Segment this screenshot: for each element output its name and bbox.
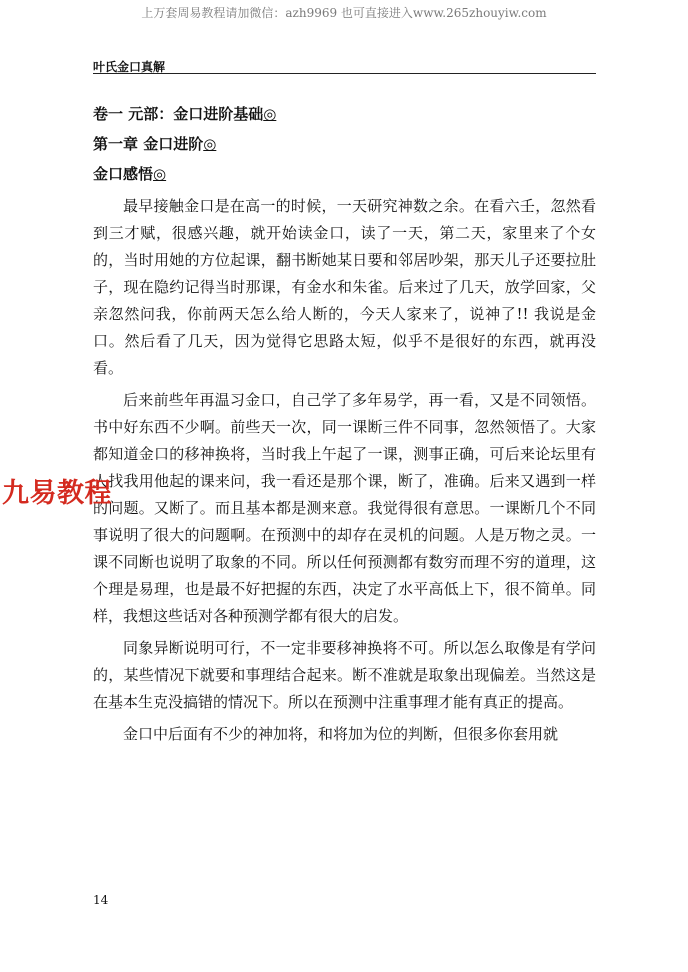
section-heading-text: 金口感悟: [93, 165, 154, 183]
header-rule: [93, 73, 596, 74]
paragraph: 金口中后面有不少的神加将，和将加为位的判断，但很多你套用就: [123, 725, 559, 743]
volume-heading: [93, 103, 276, 124]
paragraph: 同象异断说明可行，不一定非要移神换将不可。所以怎么取像是有学问的，某些情况下就要和事理结合起来。断不准就是取象出现偏差。当然这是在基本生克没搞错的情况下。所以在预测中注重事理才能有真正的提高。: [93, 639, 596, 711]
chapter-heading: [93, 133, 216, 154]
chapter-heading-text: 第一章 金口进阶: [93, 135, 204, 153]
heading-mark-icon: ◎: [153, 165, 167, 183]
page-number: 14: [93, 893, 109, 907]
running-head: 叶氏金口真解: [93, 60, 166, 74]
paragraph: 后来前些年再温习金口，自己学了多年易学，再一看，又是不同领悟。书中好东西不少啊。前些天一次，同一课断三件不同事，忽然领悟了。大家都知道金口的移神换将，当时我上午起了一课，测事正确，可后来论坛里有人找我用他起的课来问，我一看还是那个课，断了，准确。后来又遇到一样的问题。又断了。而且基本都是测来意。我觉得很有意思。一课断几个不同事说明了很大的问题啊。在预测中的却存在灵机的问题。人是万物之灵。一课不同断也说明了取象的不同。所以任何预测都有数穷而理不穷的道理，这个理是易理，也是最不好把握的东西，决定了水平高低上下，很不简单。同样，我想这些话对各种预测学都有很大的启发。: [93, 391, 596, 625]
body-text: [93, 193, 596, 753]
watermark: 九易教程: [2, 478, 112, 509]
volume-heading-text: 卷一 元部：金口进阶基础: [93, 105, 264, 123]
top-note: 上万套周易教程请加微信：azh9969 也可直接进入www.265zhouyiw.com: [141, 6, 547, 20]
section-heading: [93, 163, 166, 184]
paragraph: 最早接触金口是在高一的时候，一天研究神数之余。在看六壬，忽然看到三才赋，很感兴趣，就开始读金口，读了一天，第二天，家里来了个女的，当时用她的方位起课，翻书断她某日要和邻居吵架，那天儿子还要拉肚子，现在隐约记得当时那课，有金水和朱雀。后来过了几天，放学回家，父亲忽然问我，你前两天怎么给人断的，今天人家来了，说神了!! 我说是金口。然后看了几天，因为觉得它思路太短，似乎不是很好的东西，就再没看。: [93, 197, 596, 377]
heading-mark-icon: ◎: [263, 105, 277, 123]
heading-mark-icon: ◎: [203, 135, 217, 153]
